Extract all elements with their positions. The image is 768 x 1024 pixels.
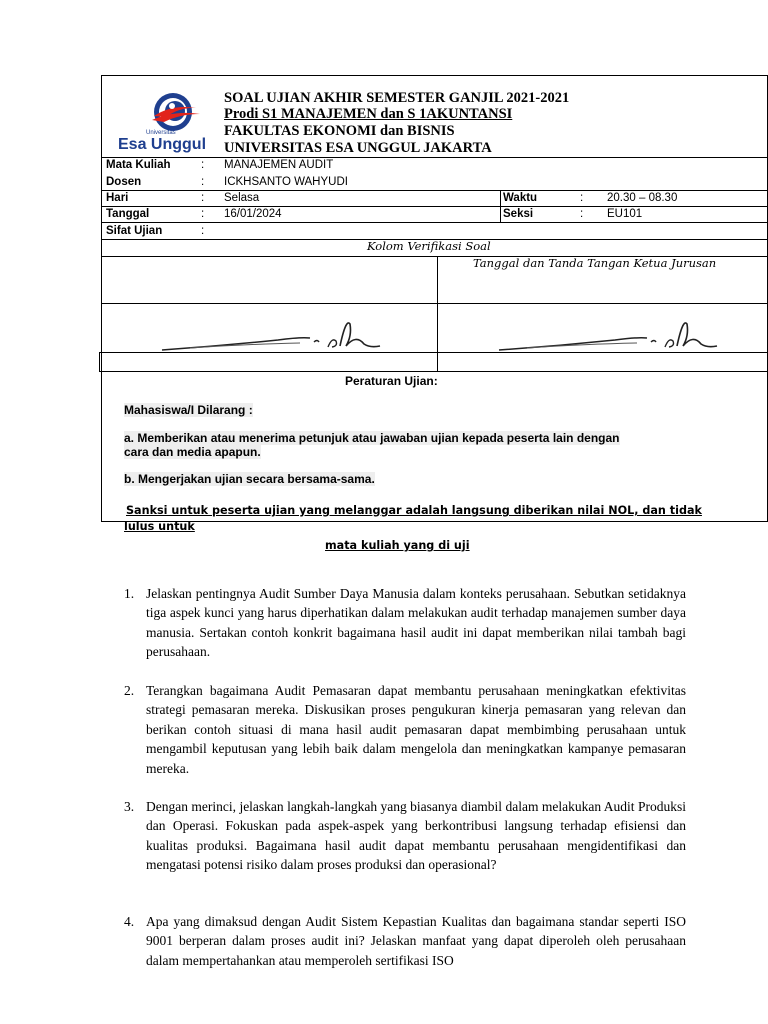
- exam-title: SOAL UJIAN AKHIR SEMESTER GANJIL 2021-2021: [224, 90, 570, 106]
- question-item: [124, 681, 686, 778]
- rules-title: Peraturan Ujian:: [345, 374, 438, 388]
- waktu-label: Waktu: [503, 192, 538, 204]
- grid-line: [101, 222, 768, 223]
- grid-line: [99, 352, 100, 371]
- seksi-label: Seksi: [503, 208, 534, 220]
- logo-name-text: Esa Unggul: [118, 136, 207, 153]
- rule-b: b. Mengerjakan ujian secara bersama-sama.: [124, 472, 375, 486]
- seksi-value: EU101: [607, 208, 643, 220]
- tanggal-label: Tanggal: [106, 208, 150, 220]
- question-item: [124, 912, 686, 970]
- question-text: Apa yang dimaksud dengan Audit Sistem Kepastian Kualitas dan bagaimana standar seperti ISO 9001 berperan dalam proses audit ini? Jelaskan manfaat yang dapat diperoleh oleh perusahaan dalam mempertahankan atau memperoleh sertifikasi ISO: [146, 914, 686, 968]
- hari-value: Selasa: [224, 192, 260, 204]
- question-item: [124, 584, 686, 662]
- dosen-label: Dosen: [106, 176, 142, 188]
- mata-kuliah-sep: :: [201, 159, 205, 171]
- verification-signature-caption: Tanggal dan Tanda Tangan Ketua Jurusan: [473, 256, 717, 270]
- university-title: UNIVERSITAS ESA UNGGUL JAKARTA: [224, 140, 492, 156]
- logo-emblem-icon: [146, 90, 206, 134]
- mata-kuliah-label: Mata Kuliah: [106, 159, 171, 171]
- dosen-value: ICKHSANTO WAHYUDI: [224, 176, 348, 188]
- question-number: 1.: [124, 586, 135, 601]
- tanggal-value: 16/01/2024: [224, 208, 282, 220]
- rule-a-line2: cara dan media apapun.: [124, 445, 261, 459]
- program-title: Prodi S1 MANAJEMEN dan S 1AKUNTANSI: [224, 106, 513, 122]
- question-text: Terangkan bagaimana Audit Pemasaran dapat membantu perusahaan meningkatkan efektivitas strategi pemasaran mereka. Diskusikan proses pengukuran kinerja pemasaran yang relevan dan berikan contoh situasi di mana hasil audit pemasaran dapat membimbing perusahaan untuk mengambil keputusan yang lebih baik dalam mengelola dan meningkatkan kampanye pemasaran mereka.: [146, 683, 686, 776]
- seksi-sep: :: [580, 208, 584, 220]
- university-logo: [116, 86, 224, 156]
- dosen-sep: :: [201, 176, 205, 188]
- grid-line: [500, 190, 501, 222]
- logo-small-text: Universitas: [146, 130, 176, 136]
- sanction-line2: lulus untuk: [124, 520, 195, 533]
- rule-a: [124, 431, 684, 459]
- tanggal-sep: :: [201, 208, 205, 220]
- sifat-ujian-sep: :: [201, 225, 205, 237]
- signature-right: [497, 316, 727, 352]
- grid-line: [437, 256, 438, 371]
- signature-left: [160, 316, 390, 352]
- faculty-title: FAKULTAS EKONOMI dan BISNIS: [224, 123, 455, 139]
- waktu-value: 20.30 – 08.30: [607, 192, 678, 204]
- rules-forbidden-heading: Mahasiswa/I Dilarang :: [124, 403, 253, 417]
- sifat-ujian-label: Sifat Ujian: [106, 225, 163, 237]
- question-item: [124, 797, 686, 875]
- hari-sep: :: [201, 192, 205, 204]
- sanction-line1: Sanksi untuk peserta ujian yang melanggar adalah langsung diberikan nilai NOL, dan tidak: [126, 504, 702, 517]
- question-text: Jelaskan pentingnya Audit Sumber Daya Manusia dalam konteks perusahaan. Sebutkan setidaknya tiga aspek kunci yang harus diperhatikan dalam melakukan audit terhadap manajemen sumber daya manusia. Sertakan contoh konkrit bagaimana hasil audit ini dapat memberikan nilai tambah bagi perusahaan.: [146, 586, 686, 660]
- hari-label: Hari: [106, 192, 129, 204]
- verification-title: Kolom Verifikasi Soal: [367, 239, 491, 253]
- question-number: 3.: [124, 799, 135, 814]
- question-text: Dengan merinci, jelaskan langkah-langkah yang biasanya diambil dalam melakukan Audit Produksi dan Operasi. Fokuskan pada aspek-aspek yang berkontribusi langsung terhadap efisiensi dan kualitas produksi. Bagaimana hasil audit dapat membantu perusahaan mengidentifikasi dan mengatasi potensi risiko dalam proses produksi dan operasional?: [146, 799, 686, 873]
- grid-line: [99, 371, 768, 372]
- sanction-line3: mata kuliah yang di uji: [325, 539, 470, 552]
- mata-kuliah-value: MANAJEMEN AUDIT: [224, 159, 334, 171]
- grid-line: [99, 352, 768, 353]
- question-number: 2.: [124, 683, 135, 698]
- question-number: 4.: [124, 914, 135, 929]
- rule-a-line1: a. Memberikan atau menerima petunjuk atau jawaban ujian kepada peserta lain dengan: [124, 431, 620, 445]
- grid-line: [101, 303, 768, 304]
- waktu-sep: :: [580, 192, 584, 204]
